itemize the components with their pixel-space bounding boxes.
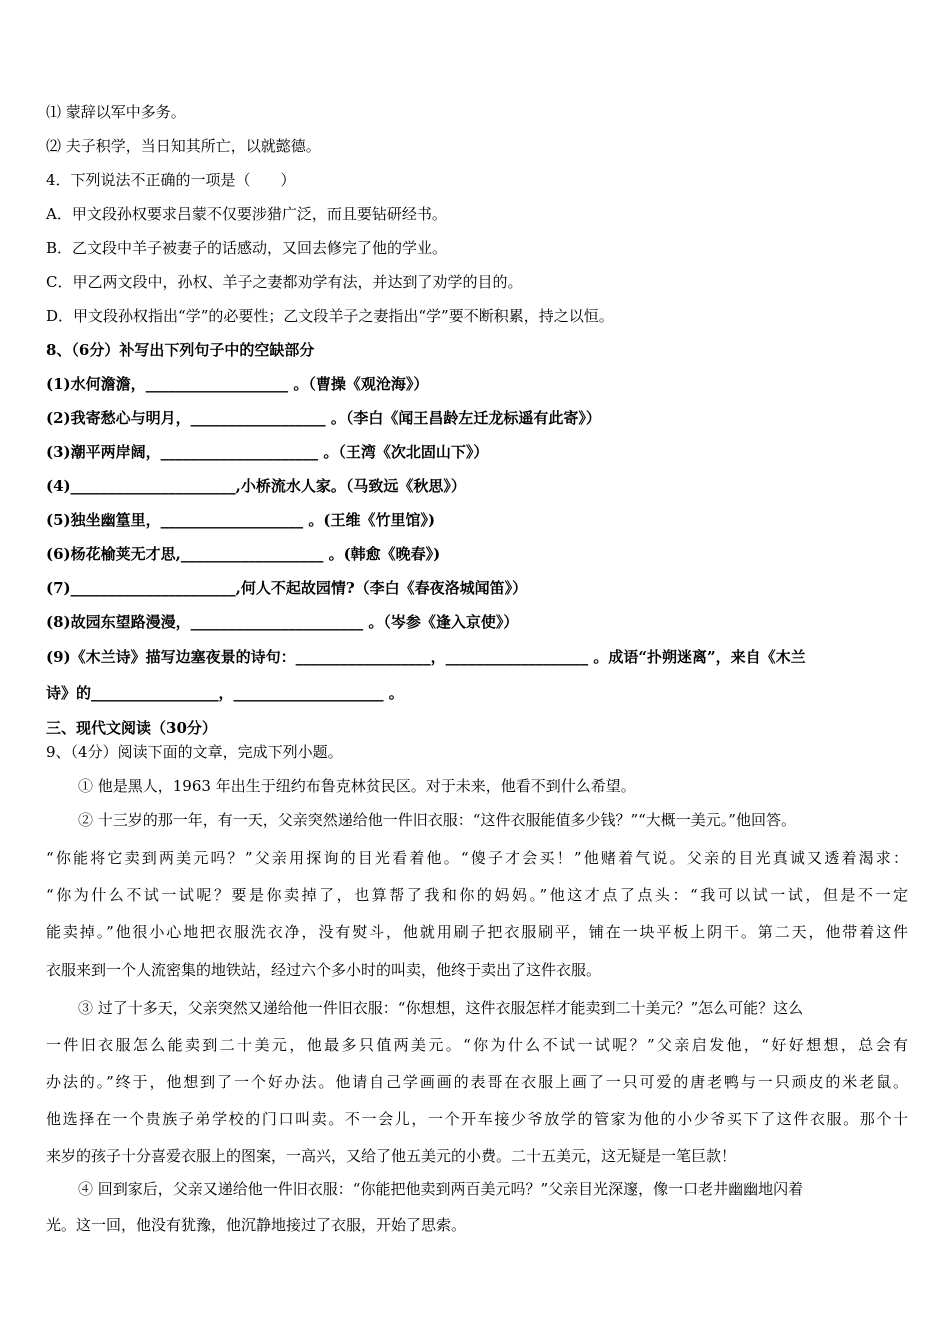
q3-item-2: ⑵ 夫子积学，当日知其所亡，以就懿德。 (46, 137, 321, 155)
q8-line-9b: 诗》的_________________，____________________ 。 (46, 684, 404, 702)
q8-line-2: (2)我寄愁心与明月，__________________ 。（李白《闻王昌龄左迁龙标遥有此寄》） (46, 409, 601, 427)
passage-para-4-line-2: 光。这一回，他没有犹豫，他沉静地接过了衣服，开始了思索。 (46, 1216, 467, 1234)
q8-line-1: (1)水何澹澹，___________________ 。（曹操《观沧海》） (46, 375, 429, 393)
q8-line-4: (4)______________________,小桥流水人家。（马致远《秋思》） (46, 477, 466, 495)
q4-option-c: C．甲乙两文段中，孙权、羊子之妻都劝学有法，并达到了劝学的目的。 (46, 273, 523, 291)
passage-para-2-line-2: “你能将它卖到两美元吗？”父亲用探询的目光看着他。“傻子才会买！”他赌着气说。父亲的目光真诚又透着渴求： (46, 849, 908, 867)
passage-para-3-line-2: 一件旧衣服怎么能卖到二十美元，他最多只值两美元。“你为什么不试一试呢？”父亲启发他，“好好想想，总会有 (46, 1036, 908, 1054)
q3-item-1: ⑴ 蒙辞以军中多务。 (46, 103, 186, 121)
passage-para-4-line-1: ④ 回到家后，父亲又递给他一件旧衣服：“你能把他卖到两百美元吗？”父亲目光深邃，像一口老井幽幽地闪着 (78, 1180, 804, 1198)
q4-option-a: A．甲文段孙权要求吕蒙不仅要涉猎广泛，而且要钻研经书。 (46, 205, 447, 223)
passage-para-3-line-3: 办法的。”终于，他想到了一个好办法。他请自己学画画的表哥在衣服上画了一只可爱的唐老鸭与一只顽皮的米老鼠。 (46, 1073, 908, 1091)
q9-stem: 9、（4分）阅读下面的文章，完成下列小题。 (46, 743, 343, 761)
q8-line-8: (8)故园东望路漫漫，_______________________ 。（岑参《逢入京使》） (46, 613, 519, 631)
q8-line-5: (5)独坐幽篁里，___________________ 。(王维《竹里馆》) (46, 511, 436, 529)
passage-para-3-line-5: 来岁的孩子十分喜爱衣服上的图案，一高兴，又给了他五美元的小费。二十五美元，这无疑是一笔巨款！ (46, 1147, 737, 1165)
passage-para-2-line-5: 衣服来到一个人流密集的地铁站，经过六个多小时的叫卖，他终于卖出了这件衣服。 (46, 961, 602, 979)
q4-stem: 4．下列说法不正确的一项是（ ） (46, 171, 296, 189)
passage-para-2-line-3: “你为什么不试一试呢？要是你卖掉了，也算帮了我和你的妈妈。”他这才点了点头：“我可以试一试，但是不一定 (46, 886, 908, 904)
passage-para-2-line-1: ② 十三岁的那一年，有一天，父亲突然递给他一件旧衣服：“这件衣服能值多少钱？”“大概一美元。”他回答。 (78, 811, 796, 829)
section-3-title: 三、现代文阅读（30分） (46, 719, 217, 737)
q4-option-b: B．乙文段中羊子被妻子的话感动，又回去修完了他的学业。 (46, 239, 448, 257)
q8-title: 8、（6分）补写出下列句子中的空缺部分 (46, 341, 315, 359)
q8-line-3: (3)潮平两岸阔，_____________________ 。（王湾《次北固山下》） (46, 443, 489, 461)
q4-option-d: D．甲文段孙权指出“学”的必要性；乙文段羊子之妻指出“学”要不断积累，持之以恒。 (46, 307, 614, 325)
passage-para-2-line-4: 能卖掉。”他很小心地把衣服洗衣净，没有熨斗，他就用刷子把衣服刷平，铺在一块平板上阴干。第二天，他带着这件 (46, 923, 908, 941)
passage-para-1: ① 他是黑人，1963 年出生于纽约布鲁克林贫民区。对于未来，他看不到什么希望。 (78, 777, 636, 795)
q8-line-6: (6)杨花榆荚无才思,___________________ 。(韩愈《晚春》) (46, 545, 441, 563)
passage-para-3-line-1: ③ 过了十多天，父亲突然又递给他一件旧衣服：“你想想，这件衣服怎样才能卖到二十美元？”怎么可能？这么 (78, 999, 804, 1017)
q8-line-7: (7)______________________,何人不起故园情?（李白《春夜洛城闻笛》） (46, 579, 528, 597)
q8-line-9a: (9)《木兰诗》描写边塞夜景的诗句：__________________，___________________ 。成语“扑朔迷离”，来自《木兰 (46, 648, 806, 666)
passage-para-3-line-4: 他选择在一个贵族子弟学校的门口叫卖。不一会儿，一个开车接少爷放学的管家为他的小少爷买下了这件衣服。那个十 (46, 1110, 908, 1128)
